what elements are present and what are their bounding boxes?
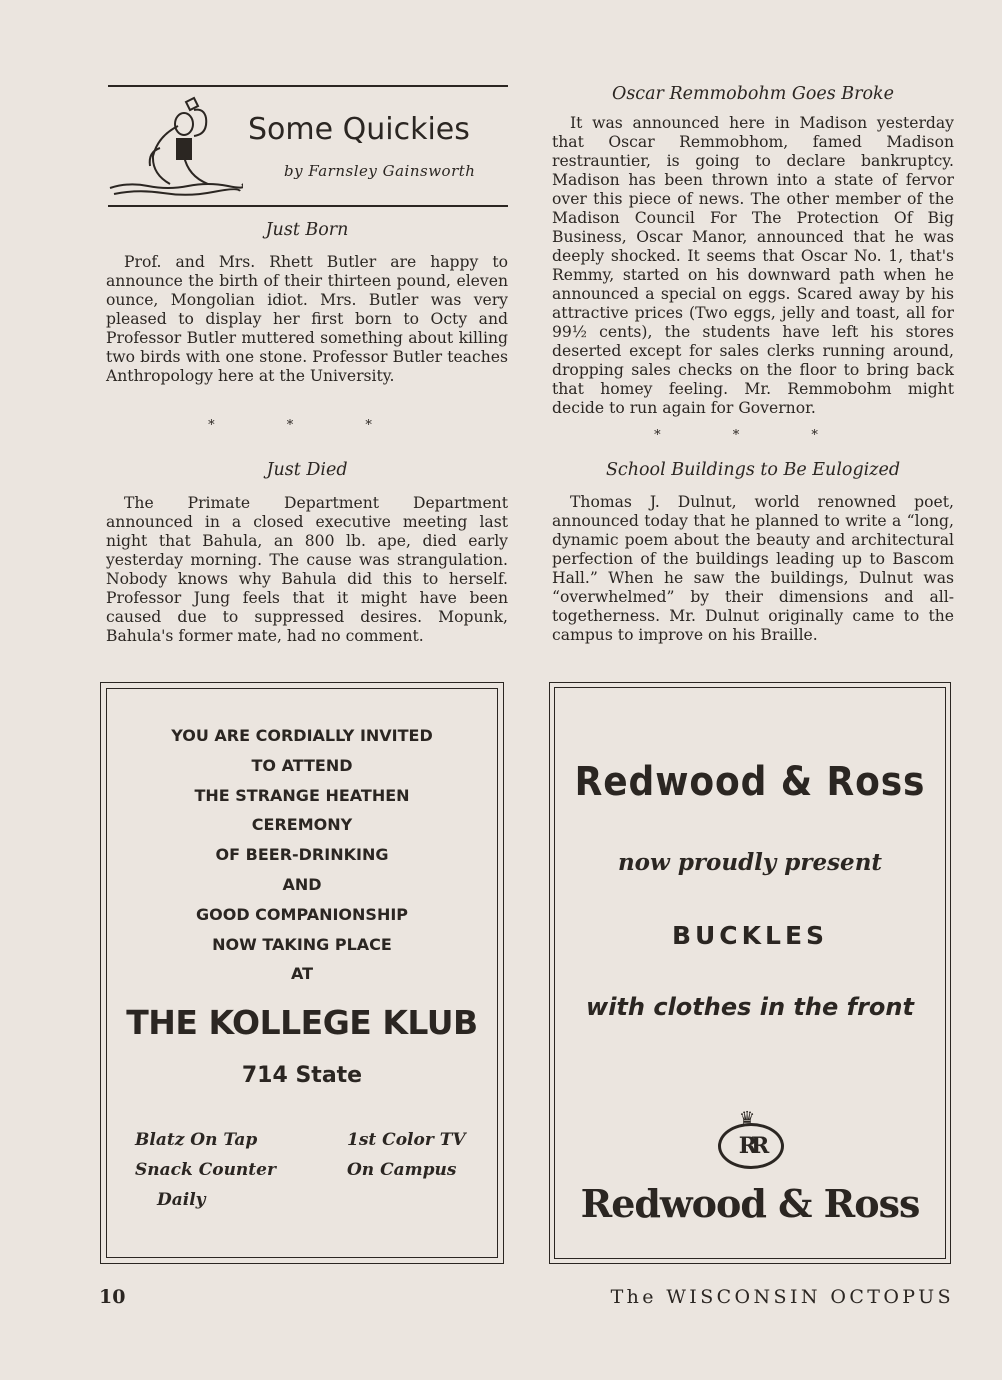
story-title: Just Born <box>265 220 349 240</box>
story-just-born <box>106 220 508 386</box>
rr-monogram: RR <box>738 1133 764 1159</box>
invite-line: AND <box>282 874 322 894</box>
page-number: 10 <box>99 1286 126 1308</box>
rr-tagline: now proudly present <box>617 849 883 876</box>
invite-line: GOOD COMPANIONSHIP <box>195 904 409 924</box>
invite-line: TO ATTEND <box>251 755 353 775</box>
invite-line: OF BEER-DRINKING <box>215 845 389 865</box>
rr-logo-emblem <box>718 1108 784 1169</box>
feature-item: Snack Counter <box>135 1160 276 1180</box>
rr-slogan: with clothes in the front <box>586 993 914 1021</box>
story-school-buildings <box>552 460 954 645</box>
venue-name: THE KOLLEGE KLUB <box>126 1003 478 1042</box>
rr-logo-text: Redwood & Ross <box>580 1181 920 1226</box>
story-title: School Buildings to Be Eulogized <box>605 460 901 480</box>
feature-item: On Campus <box>347 1160 457 1180</box>
invite-line: THE STRANGE HEATHEN <box>194 785 410 805</box>
features-right <box>347 1125 466 1185</box>
redwood-ross-ad <box>549 682 951 1264</box>
separator-stars: * * * <box>208 418 406 433</box>
header-top-rule <box>108 85 508 87</box>
crown-icon: ♛ <box>739 1108 756 1129</box>
story-body: The Primate Department Department announced in a closed executive meeting last night that Bahula, an 800 lb. ape, died early yesterday morning. The cause was strangulation. Nobody knows why Bahula did this to herself. Professor Jung feels that it might have been caused due to suppressed desires. Mopunk, Bahula's former mate, had no comment. <box>106 494 508 645</box>
story-body: It was announced here in Madison yesterday that Oscar Remmobhom, famed Madison restrauntier, is going to declare bankruptcy. Madison has been thrown into a state of fervor over this piece of news. The other member of the Madison Council For The Protection Of Big Business, Oscar Manor, announced that he was deeply shocked. It seems that Oscar No. 1, that's Remmy, started on his downward path when he announced a special on eggs. Scared away by his attractive prices (Two eggs, jelly and toast, all for 99½ cents), the students have left his stores deserted except for sales clerks running around, dropping sales checks on the floor to bring back that homey feeling. Mr. Remmobohm might decide to run again for Governor. <box>552 114 954 417</box>
rr-product: BUCKLES <box>671 921 829 950</box>
story-title: Just Died <box>266 460 348 480</box>
feature-item: Daily <box>157 1190 206 1210</box>
venue-address: 714 State <box>241 1063 363 1088</box>
invite-line: CEREMONY <box>251 815 353 835</box>
rr-title: Redwood & Ross <box>574 759 926 805</box>
octopus-mascot-icon <box>108 96 243 198</box>
header-bottom-rule <box>108 205 508 207</box>
feature-item: Blatz On Tap <box>135 1130 258 1150</box>
publication-name: The WISCONSIN OCTOPUS <box>610 1286 954 1308</box>
story-title: Oscar Remmobohm Goes Broke <box>611 84 895 104</box>
story-body: Thomas J. Dulnut, world renowned poet, announced today that he planned to write a “long, dynamic poem about the beauty and architectural perfection of the buildings leading up to Bascom Hall.” When he saw the buildings, Dulnut was “overwhelmed” by their dimensions and all-togetherness. Mr. Dulnut originally came to the campus to improve on his Braille. <box>552 493 954 644</box>
invite-lines <box>101 721 503 989</box>
story-body: Prof. and Mrs. Rhett Butler are happy to announce the birth of their thirteen pound, eleven ounce, Mongolian idiot. Mrs. Butler was very pleased to display her first born to Octy and Professor Butler muttered something about killing two birds with one stone. Professor Butler teaches Anthropology here at the University. <box>106 253 508 385</box>
separator-stars: * * * <box>654 428 852 443</box>
kollege-klub-ad <box>100 682 504 1264</box>
feature-item: 1st Color TV <box>347 1130 466 1150</box>
features-left <box>135 1125 276 1215</box>
invite-line: YOU ARE CORDIALLY INVITED <box>171 726 433 745</box>
invite-line: AT <box>290 964 314 984</box>
story-just-died <box>106 460 508 646</box>
byline: by Farnsley Gainsworth <box>284 162 476 180</box>
invite-line: NOW TAKING PLACE <box>212 934 392 954</box>
story-oscar-broke <box>552 84 954 418</box>
page-title: Some Quickies <box>248 112 470 147</box>
